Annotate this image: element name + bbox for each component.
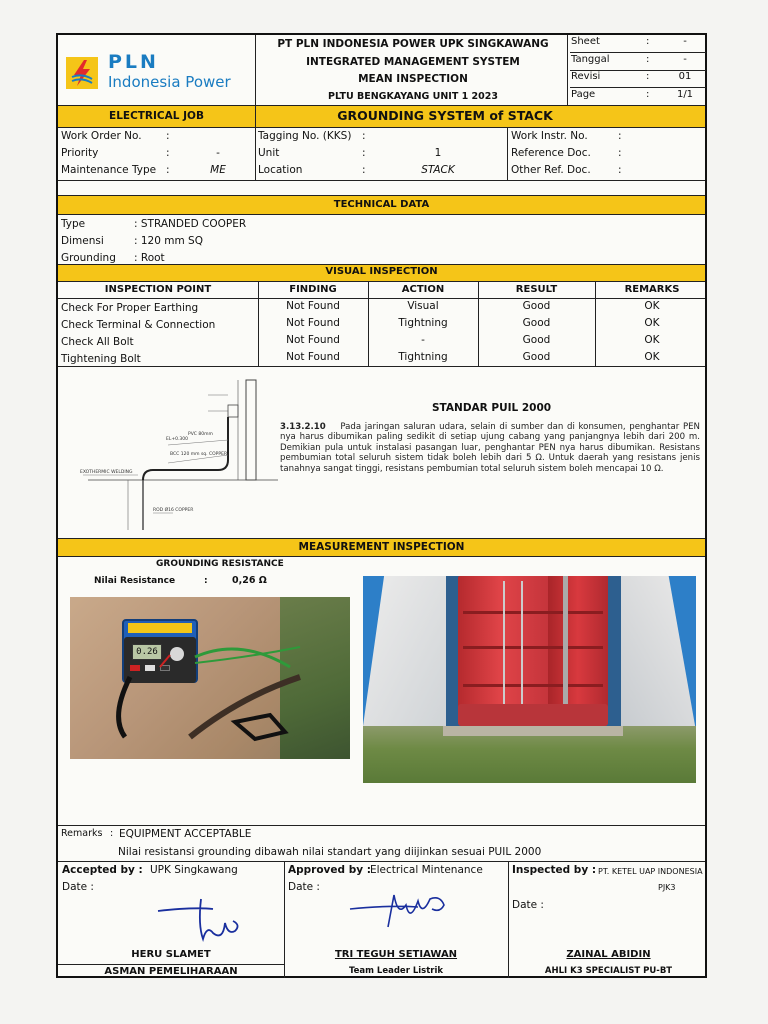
job-field-label: Location — [258, 164, 303, 176]
table-cell: Good — [522, 351, 551, 363]
stack-photo — [363, 576, 696, 783]
signoff-org: UPK Singkawang — [150, 864, 238, 876]
measurement-title: MEASUREMENT INSPECTION — [298, 541, 465, 553]
remarks-sep: : — [110, 828, 114, 839]
resistance-sep: : — [204, 576, 208, 586]
table-cell: - — [421, 334, 425, 346]
signoff-org2: PJK3 — [658, 883, 676, 892]
meta-label: Revisi — [571, 71, 601, 82]
signoff-label: Approved by : — [288, 864, 371, 876]
remarks-label: Remarks — [61, 828, 103, 839]
logo — [64, 53, 249, 93]
signoff-org: Electrical Mintenance — [370, 864, 483, 876]
job-field-label: Unit — [258, 147, 280, 159]
job-field-label: Other Ref. Doc. — [511, 164, 591, 176]
meta-sep: : — [646, 88, 650, 100]
table-cell: Not Found — [286, 351, 340, 363]
job-field-sep: : — [618, 147, 622, 159]
diagram-label-exo: EXOTHERMIC WELDING — [80, 470, 133, 475]
visual-title: VISUAL INSPECTION — [325, 266, 438, 277]
table-cell: Tightening Bolt — [61, 353, 141, 365]
job-category: ELECTRICAL JOB — [109, 110, 204, 122]
diagram-label-rod: ROD Ø16 COPPER — [153, 508, 194, 513]
job-field-sep: : — [166, 164, 170, 176]
job-field-label: Reference Doc. — [511, 147, 591, 159]
job-field-value: - — [216, 147, 220, 159]
table-cell: Not Found — [286, 334, 340, 346]
table-header: ACTION — [401, 284, 445, 295]
doc-meta — [570, 35, 706, 105]
signoff-date: Date : — [288, 881, 320, 893]
standard-clause: 3.13.2.10 — [280, 422, 326, 432]
table-cell: Not Found — [286, 300, 340, 312]
resistance-value: 0,26 Ω — [232, 575, 267, 586]
inspection-sheet — [56, 33, 707, 978]
job-field-value: 1 — [434, 147, 442, 159]
signature-tri — [348, 887, 458, 937]
meter-display: 0.26 — [132, 644, 162, 660]
remarks-line1: EQUIPMENT ACCEPTABLE — [119, 828, 252, 840]
job-field-sep: : — [166, 147, 170, 159]
standard-paragraph: Pada jaringan saluran udara, selain di sumber dan di konsumen, penghantar PEN nya harus dibumikan paling sedikit di setiap ujung cabang yang panjangnya lebih dari 200 m. Demikian pula untuk instalasi pasangan luar, penghantar PEN nya harus dibumikan. Resistans pembumian total seluruh sistem tidak boleh lebih dari 5 Ω. Untuk daerah yang resistans jenis tanahnya sangat tinggi, resistans pembumian total seluruh sistem boleh mencapai 10 Ω. — [280, 422, 700, 474]
visual-bar — [58, 264, 705, 281]
technical-bar — [58, 196, 705, 214]
pln-logo-icon — [64, 55, 100, 91]
tech-value: : STRANDED COOPER — [134, 218, 247, 230]
header — [58, 35, 705, 105]
signoff-label: Accepted by : — [62, 864, 143, 876]
signoff-label: Inspected by : — [512, 864, 597, 876]
job-field-label: Maintenance Type — [61, 164, 157, 176]
table-header-divider — [58, 298, 705, 299]
job-field-label: Tagging No. (KKS) — [258, 130, 352, 142]
tech-value: : 120 mm SQ — [134, 235, 203, 247]
logo-sub: Indonesia Power — [108, 73, 231, 91]
doc-type: MEAN INSPECTION — [358, 73, 468, 85]
meta-value: 1/1 — [676, 88, 694, 100]
job-field-sep: : — [362, 164, 366, 176]
tech-label: Type — [61, 218, 86, 230]
grounding-diagram — [78, 375, 288, 535]
table-cell: OK — [644, 351, 660, 363]
table-cell: Tightning — [398, 317, 448, 329]
table-cell: Check Terminal & Connection — [61, 319, 216, 331]
job-field-label: Work Instr. No. — [511, 130, 588, 142]
job-field-value: STACK — [421, 164, 455, 176]
diagram-label-pvc: PVC 80mm — [188, 432, 213, 437]
meta-label: Sheet — [571, 36, 600, 47]
company-name: PT PLN INDONESIA POWER UPK SINGKAWANG — [277, 38, 549, 50]
tech-value: : Root — [134, 252, 165, 264]
measurement-bar — [58, 539, 705, 556]
table-cell: OK — [644, 334, 660, 346]
table-cell: Check For Proper Earthing — [61, 302, 199, 314]
job-field-sep: : — [362, 130, 366, 142]
table-cell: OK — [644, 300, 660, 312]
job-field-value: ME — [210, 164, 226, 176]
spacer — [58, 181, 705, 195]
meta-label: Tanggal — [571, 53, 610, 65]
tech-label: Grounding — [61, 252, 116, 264]
signoff-divider — [58, 964, 284, 965]
signoff-role: AHLI K3 SPECIALIST PU-BT — [544, 966, 673, 976]
table-cell: Good — [522, 317, 551, 329]
job-field-sep: : — [362, 147, 366, 159]
meta-value: 01 — [678, 71, 692, 82]
meta-value: - — [683, 36, 687, 47]
job-field-label: Work Order No. — [61, 130, 142, 142]
standard-title: STANDAR PUIL 2000 — [432, 402, 552, 414]
measurement-sub: GROUNDING RESISTANCE — [156, 559, 284, 569]
table-cell: OK — [644, 317, 660, 329]
resistance-label: Nilai Resistance — [94, 576, 176, 586]
meta-value: - — [683, 53, 687, 65]
resistance-meter-photo — [70, 597, 350, 759]
meter-cables — [70, 597, 350, 759]
signature-heru — [153, 895, 253, 945]
table-cell: Good — [522, 334, 551, 346]
meta-sep: : — [646, 36, 650, 47]
technical-title: TECHNICAL DATA — [333, 199, 430, 210]
signoff-role: Team Leader Listrik — [348, 966, 444, 976]
table-header: FINDING — [289, 284, 337, 295]
signoff-org: PT. KETEL UAP INDONESIA — [598, 867, 703, 876]
signoff-name: HERU SLAMET — [131, 949, 211, 960]
job-title: GROUNDING SYSTEM of STACK — [337, 108, 553, 123]
job-field-sep: : — [166, 130, 170, 142]
remarks-line2: Nilai resistansi grounding dibawah nilai standart yang diijinkan sesuai PUIL 2000 — [118, 846, 542, 858]
diagram-label-el: EL+0.300 — [166, 437, 189, 442]
signoff-name: TRI TEGUH SETIAWAN — [334, 949, 458, 960]
grounding-diagram-drawing — [78, 375, 288, 535]
logo-text: PLN — [108, 51, 159, 73]
standard-text — [280, 422, 700, 474]
table-cell: Good — [522, 300, 551, 312]
table-cell: Check All Bolt — [61, 336, 134, 348]
plant-name: PLTU BENGKAYANG UNIT 1 2023 — [328, 91, 498, 102]
meta-label: Page — [571, 88, 596, 100]
signoff-date: Date : — [62, 881, 94, 893]
signoff-date: Date : — [512, 899, 544, 911]
diagram-label-bcc: BCC 120 mm sq. COPPER — [170, 452, 228, 457]
table-header: RESULT — [515, 284, 558, 295]
signoff-role: ASMAN PEMELIHARAAN — [104, 966, 238, 977]
system-name: INTEGRATED MANAGEMENT SYSTEM — [306, 56, 520, 68]
table-cell: Not Found — [286, 317, 340, 329]
job-field-sep: : — [618, 164, 622, 176]
table-cell: Tightning — [398, 351, 448, 363]
table-cell: Visual — [407, 300, 439, 312]
tech-label: Dimensi — [61, 235, 104, 247]
job-field-label: Priority — [61, 147, 99, 159]
table-header: REMARKS — [624, 284, 680, 295]
table-header: INSPECTION POINT — [104, 284, 212, 295]
job-bar — [58, 106, 705, 127]
signoff-name: ZAINAL ABIDIN — [566, 949, 651, 960]
meta-sep: : — [646, 71, 650, 82]
job-field-sep: : — [618, 130, 622, 142]
meta-sep: : — [646, 53, 650, 65]
